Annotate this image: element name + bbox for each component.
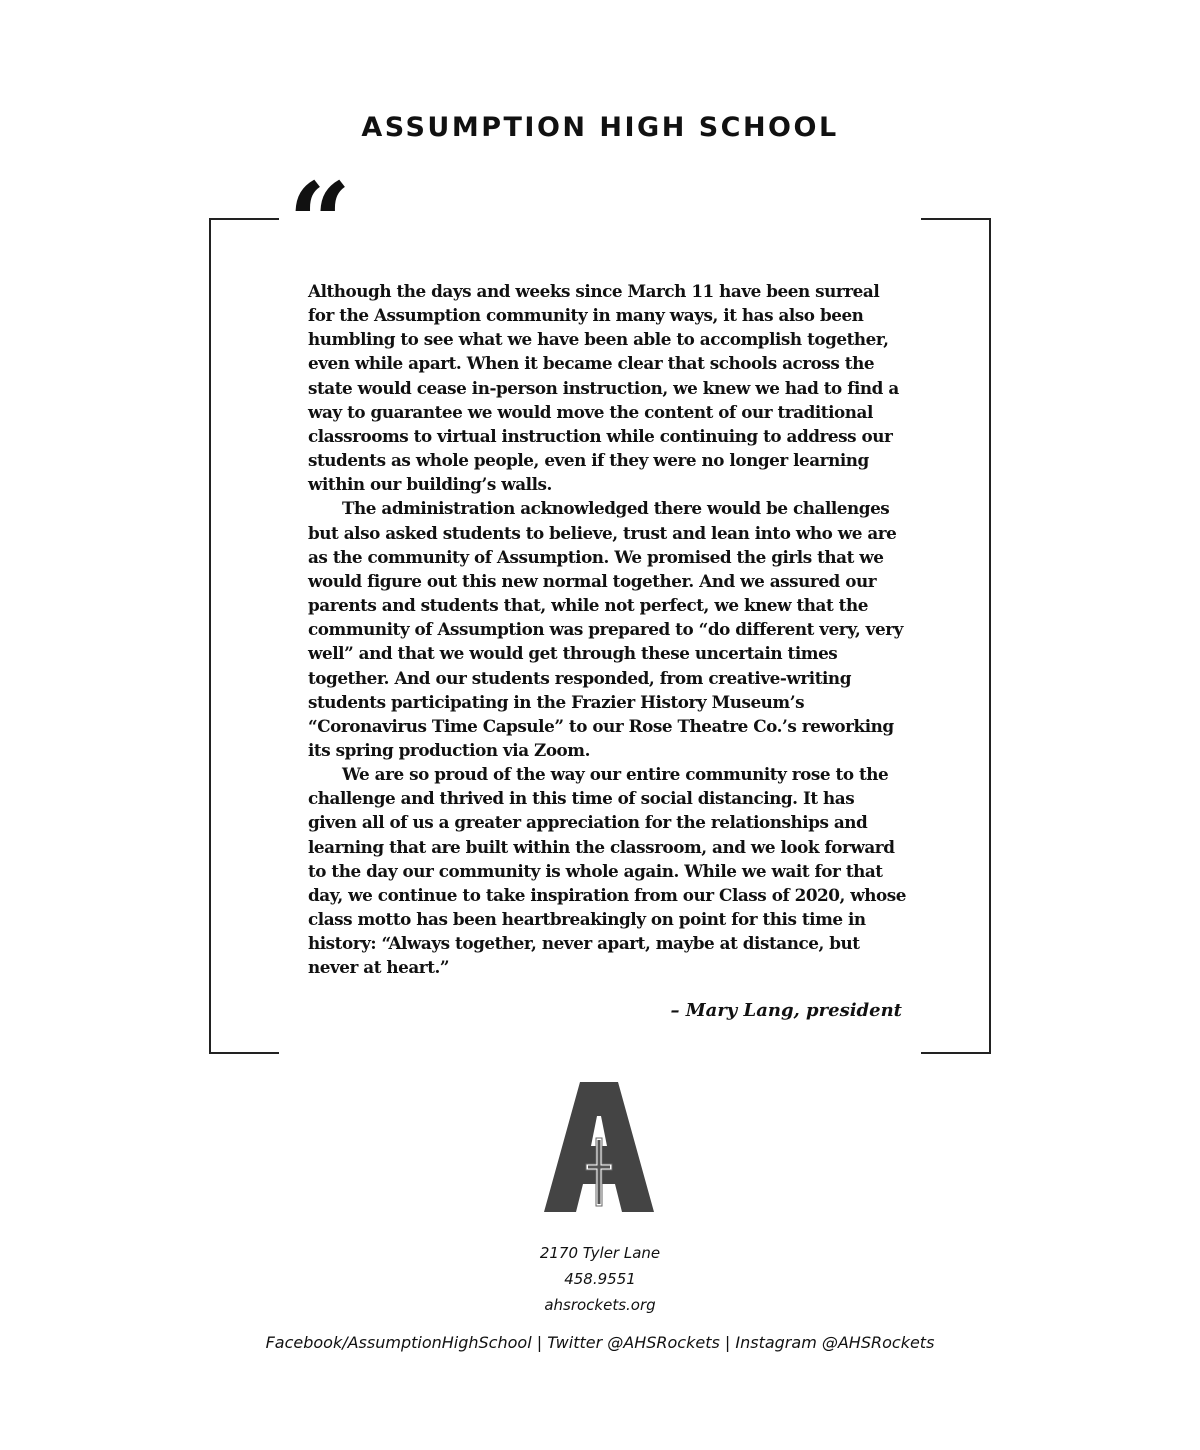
quote-paragraph: We are so proud of the way our entire community rose to the challenge and thrived in this time of social distancing. It has given all of us a greater appreciation for the relationships and learning that are built within the classroom, and we look forward to the day our community is whole again. While we wait for that day, we continue to take inspiration from our Class of 2020, whose class motto has been heartbreakingly on point for this time in history: “Always together, never apart, maybe at distance, but never at heart.” bbox=[308, 764, 907, 978]
right-bracket-frame bbox=[921, 218, 991, 1054]
separator: | bbox=[531, 1333, 548, 1352]
address: 2170 Tyler Lane bbox=[539, 1244, 661, 1262]
twitter-link[interactable]: Twitter @AHSRockets bbox=[547, 1333, 720, 1352]
quote-paragraph: The administration acknowledged there would be challenges but also asked students to believe, trust and lean into who we are as the community of Assumption. We promised the girls that we would figure out this new normal together. And we assured our parents and students that, while not perfect, we knew that the community of Assumption was prepared to “do different very, very well” and that we would get through these uncertain times together. And our students responded, from creative-writing students participating in the Frazier History Museum’s “Coronavirus Time Capsule” to our Rose Theatre Co.’s reworking its spring production via Zoom. bbox=[308, 498, 903, 760]
school-logo bbox=[544, 1080, 654, 1212]
phone-number: 458.9551 bbox=[564, 1270, 636, 1288]
quote-body bbox=[308, 279, 908, 980]
quote-attribution: – Mary Lang, president bbox=[670, 1000, 902, 1021]
quotation-mark-icon: “ bbox=[288, 158, 352, 287]
instagram-link[interactable]: Instagram @AHSRockets bbox=[735, 1333, 935, 1352]
page-title: ASSUMPTION HIGH SCHOOL bbox=[361, 112, 839, 143]
left-bracket-frame bbox=[209, 218, 279, 1054]
facebook-link[interactable]: Facebook/AssumptionHighSchool bbox=[265, 1333, 532, 1352]
quote-paragraph: Although the days and weeks since March 11 have been surreal for the Assumption community in many ways, it has also been humbling to see what we have been able to accomplish together, even while apart. When it became clear that schools across the state would cease in-person instruction, we knew we had to find a way to guarantee we would move the content of our traditional classrooms to virtual instruction while continuing to address our students as whole people, even if they were no longer learning within our building’s walls. bbox=[308, 281, 899, 495]
separator: | bbox=[719, 1333, 736, 1352]
website-link[interactable]: ahsrockets.org bbox=[544, 1296, 656, 1314]
social-links bbox=[0, 1333, 1200, 1352]
